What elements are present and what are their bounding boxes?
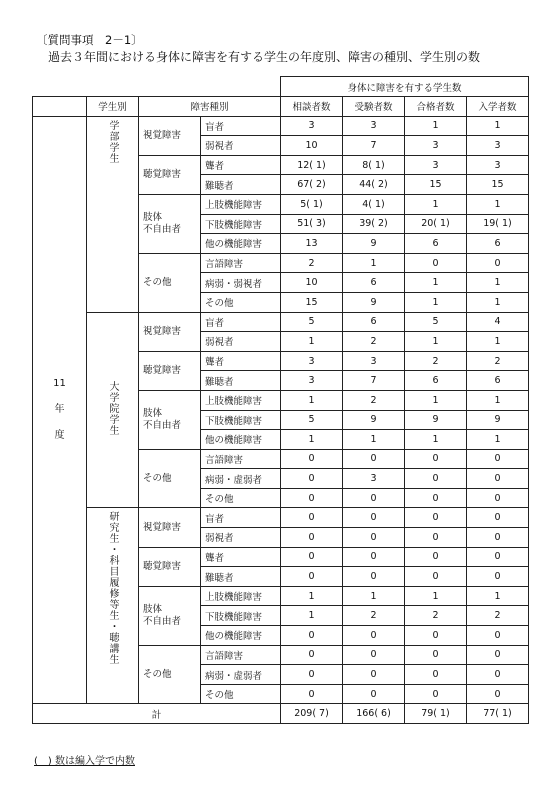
- col-header-enrolled: 入学者数: [467, 97, 529, 117]
- value-cell: 0: [281, 469, 343, 489]
- value-cell: 6: [405, 371, 467, 391]
- student-type-label: 大学院学生: [107, 381, 118, 436]
- disability-category: 聴覚障害: [139, 155, 201, 194]
- value-cell: 44( 2): [343, 175, 405, 195]
- disability-subtype: 病弱・虚弱者: [201, 665, 281, 685]
- value-cell: 9: [343, 234, 405, 254]
- value-cell: 8( 1): [343, 155, 405, 175]
- disability-subtype: 盲者: [201, 508, 281, 528]
- disability-category: 聴覚障害: [139, 351, 201, 390]
- value-cell: 0: [467, 253, 529, 273]
- value-cell: 1: [467, 586, 529, 606]
- value-cell: 2: [343, 390, 405, 410]
- value-cell: 3: [405, 155, 467, 175]
- value-cell: 7: [343, 371, 405, 391]
- disability-subtype: 上肢機能障害: [201, 390, 281, 410]
- value-cell: 1: [281, 606, 343, 626]
- value-cell: 2: [467, 351, 529, 371]
- value-cell: 1: [281, 390, 343, 410]
- value-cell: 7: [343, 136, 405, 156]
- disability-subtype: 聾者: [201, 155, 281, 175]
- value-cell: 0: [405, 645, 467, 665]
- value-cell: 51( 3): [281, 214, 343, 234]
- value-cell: 6: [405, 234, 467, 254]
- value-cell: 1: [467, 292, 529, 312]
- value-cell: 15: [405, 175, 467, 195]
- disability-subtype: 難聴者: [201, 175, 281, 195]
- value-cell: 0: [281, 645, 343, 665]
- value-cell: 0: [467, 469, 529, 489]
- value-cell: 5: [405, 312, 467, 332]
- value-cell: 2: [405, 606, 467, 626]
- disability-category: その他: [139, 253, 201, 312]
- col-header-passed: 合格者数: [405, 97, 467, 117]
- value-cell: 20( 1): [405, 214, 467, 234]
- value-cell: 0: [467, 626, 529, 646]
- value-cell: 0: [281, 567, 343, 587]
- disability-subtype: 弱視者: [201, 136, 281, 156]
- value-cell: 0: [281, 684, 343, 704]
- year-label: 度: [54, 430, 65, 441]
- value-cell: 9: [343, 410, 405, 430]
- value-cell: 0: [405, 684, 467, 704]
- total-value: 209( 7): [281, 704, 343, 724]
- statistics-table: [32, 76, 529, 724]
- value-cell: 2: [343, 606, 405, 626]
- disability-subtype: 聾者: [201, 547, 281, 567]
- value-cell: 0: [281, 449, 343, 469]
- value-cell: 6: [343, 273, 405, 293]
- value-cell: 0: [467, 684, 529, 704]
- value-cell: 9: [343, 292, 405, 312]
- total-label: 計: [33, 704, 281, 724]
- value-cell: 3: [343, 351, 405, 371]
- value-cell: 0: [343, 508, 405, 528]
- value-cell: 0: [467, 665, 529, 685]
- value-cell: 0: [281, 665, 343, 685]
- disability-subtype: その他: [201, 292, 281, 312]
- disability-subtype: 難聴者: [201, 567, 281, 587]
- col-header-consultations: 相談者数: [281, 97, 343, 117]
- value-cell: 3: [281, 351, 343, 371]
- year-label: 11: [53, 378, 66, 389]
- disability-category: 肢体 不自由者: [139, 390, 201, 449]
- value-cell: 3: [467, 136, 529, 156]
- value-cell: 0: [405, 508, 467, 528]
- total-row: [33, 704, 529, 724]
- value-cell: 5( 1): [281, 194, 343, 214]
- value-cell: 0: [405, 626, 467, 646]
- value-cell: 0: [343, 528, 405, 548]
- total-value: 79( 1): [405, 704, 467, 724]
- value-cell: 1: [405, 430, 467, 450]
- year-header-cell: [33, 97, 87, 117]
- value-cell: 0: [405, 253, 467, 273]
- disability-subtype: 弱視者: [201, 332, 281, 352]
- total-value: 166( 6): [343, 704, 405, 724]
- footnote: ( ) 数は編入学で内数: [34, 756, 135, 767]
- value-cell: 0: [343, 547, 405, 567]
- disability-category: 肢体 不自由者: [139, 586, 201, 645]
- value-cell: 0: [405, 665, 467, 685]
- disability-category: 肢体 不自由者: [139, 194, 201, 253]
- value-cell: 10: [281, 273, 343, 293]
- disability-category: 視覚障害: [139, 312, 201, 351]
- value-cell: 19( 1): [467, 214, 529, 234]
- value-cell: 0: [343, 684, 405, 704]
- value-cell: 0: [467, 488, 529, 508]
- value-cell: 1: [281, 430, 343, 450]
- value-cell: 3: [343, 116, 405, 136]
- value-cell: 3: [281, 371, 343, 391]
- disability-category: その他: [139, 645, 201, 704]
- value-cell: 1: [405, 273, 467, 293]
- value-cell: 4: [467, 312, 529, 332]
- question-ref: 〔質問事項 2－1〕: [36, 33, 143, 47]
- disability-subtype: 言語障害: [201, 645, 281, 665]
- value-cell: 10: [281, 136, 343, 156]
- table-row: [33, 116, 529, 136]
- disability-subtype: 上肢機能障害: [201, 194, 281, 214]
- disability-category: 聴覚障害: [139, 547, 201, 586]
- disability-subtype: 上肢機能障害: [201, 586, 281, 606]
- value-cell: 0: [405, 488, 467, 508]
- value-cell: 3: [405, 136, 467, 156]
- value-cell: 1: [467, 332, 529, 352]
- value-cell: 0: [343, 449, 405, 469]
- value-cell: 1: [467, 390, 529, 410]
- student-type-label: 研究生・科目履修等生・聴講生: [107, 511, 118, 666]
- value-cell: 1: [467, 430, 529, 450]
- disability-subtype: 他の機能障害: [201, 234, 281, 254]
- disability-subtype: その他: [201, 488, 281, 508]
- student-type-cell: [87, 508, 139, 704]
- value-cell: 0: [343, 626, 405, 646]
- disability-subtype: 盲者: [201, 312, 281, 332]
- disability-subtype: 他の機能障害: [201, 430, 281, 450]
- col-header-student-type: 学生別: [87, 97, 139, 117]
- top-header: 身体に障害を有する学生数: [281, 77, 529, 97]
- disability-subtype: その他: [201, 684, 281, 704]
- value-cell: 0: [281, 488, 343, 508]
- student-type-cell: [87, 312, 139, 508]
- value-cell: 1: [343, 253, 405, 273]
- value-cell: 0: [405, 547, 467, 567]
- table-row: [33, 312, 529, 332]
- value-cell: 0: [343, 645, 405, 665]
- disability-subtype: 他の機能障害: [201, 626, 281, 646]
- table-row: [33, 508, 529, 528]
- value-cell: 0: [343, 567, 405, 587]
- value-cell: 1: [405, 116, 467, 136]
- disability-subtype: 言語障害: [201, 449, 281, 469]
- disability-category: 視覚障害: [139, 116, 201, 155]
- value-cell: 2: [343, 332, 405, 352]
- disability-category: その他: [139, 449, 201, 508]
- value-cell: 1: [343, 586, 405, 606]
- value-cell: 0: [467, 547, 529, 567]
- value-cell: 1: [467, 273, 529, 293]
- year-cell: [33, 116, 87, 704]
- value-cell: 9: [467, 410, 529, 430]
- value-cell: 4( 1): [343, 194, 405, 214]
- value-cell: 0: [467, 567, 529, 587]
- value-cell: 2: [467, 606, 529, 626]
- value-cell: 2: [405, 351, 467, 371]
- student-type-label: 学部学生: [107, 119, 118, 164]
- value-cell: 1: [281, 332, 343, 352]
- year-label: 年: [54, 404, 65, 415]
- document-title: 過去３年間における身体に障害を有する学生の年度別、障害の種別、学生別の数: [48, 50, 481, 64]
- value-cell: 67( 2): [281, 175, 343, 195]
- value-cell: 0: [281, 508, 343, 528]
- value-cell: 0: [467, 449, 529, 469]
- value-cell: 15: [467, 175, 529, 195]
- value-cell: 1: [467, 194, 529, 214]
- value-cell: 0: [467, 645, 529, 665]
- value-cell: 0: [343, 488, 405, 508]
- value-cell: 0: [467, 508, 529, 528]
- value-cell: 15: [281, 292, 343, 312]
- value-cell: 1: [343, 430, 405, 450]
- disability-category: 視覚障害: [139, 508, 201, 547]
- value-cell: 2: [281, 253, 343, 273]
- value-cell: 1: [405, 332, 467, 352]
- value-cell: 3: [343, 469, 405, 489]
- value-cell: 12( 1): [281, 155, 343, 175]
- value-cell: 1: [405, 586, 467, 606]
- value-cell: 3: [281, 116, 343, 136]
- value-cell: 1: [467, 116, 529, 136]
- value-cell: 13: [281, 234, 343, 254]
- value-cell: 0: [281, 626, 343, 646]
- value-cell: 0: [281, 547, 343, 567]
- value-cell: 0: [343, 665, 405, 685]
- disability-subtype: 下肢機能障害: [201, 214, 281, 234]
- col-header-applicants: 受験者数: [343, 97, 405, 117]
- disability-subtype: 病弱・弱視者: [201, 273, 281, 293]
- value-cell: 6: [467, 234, 529, 254]
- value-cell: 0: [405, 469, 467, 489]
- value-cell: 1: [281, 586, 343, 606]
- value-cell: 0: [405, 449, 467, 469]
- value-cell: 3: [467, 155, 529, 175]
- value-cell: 6: [343, 312, 405, 332]
- disability-subtype: 聾者: [201, 351, 281, 371]
- value-cell: 6: [467, 371, 529, 391]
- disability-subtype: 弱視者: [201, 528, 281, 548]
- value-cell: 1: [405, 292, 467, 312]
- disability-subtype: 下肢機能障害: [201, 606, 281, 626]
- value-cell: 0: [467, 528, 529, 548]
- value-cell: 39( 2): [343, 214, 405, 234]
- student-type-cell: [87, 116, 139, 312]
- value-cell: 1: [405, 194, 467, 214]
- disability-subtype: 病弱・虚弱者: [201, 469, 281, 489]
- value-cell: 5: [281, 410, 343, 430]
- disability-subtype: 難聴者: [201, 371, 281, 391]
- value-cell: 1: [405, 390, 467, 410]
- blank-header-cell: [33, 77, 281, 97]
- value-cell: 5: [281, 312, 343, 332]
- disability-subtype: 言語障害: [201, 253, 281, 273]
- value-cell: 9: [405, 410, 467, 430]
- value-cell: 0: [281, 528, 343, 548]
- col-header-disability-type: 障害種別: [139, 97, 281, 117]
- disability-subtype: 下肢機能障害: [201, 410, 281, 430]
- total-value: 77( 1): [467, 704, 529, 724]
- value-cell: 0: [405, 567, 467, 587]
- disability-subtype: 盲者: [201, 116, 281, 136]
- value-cell: 0: [405, 528, 467, 548]
